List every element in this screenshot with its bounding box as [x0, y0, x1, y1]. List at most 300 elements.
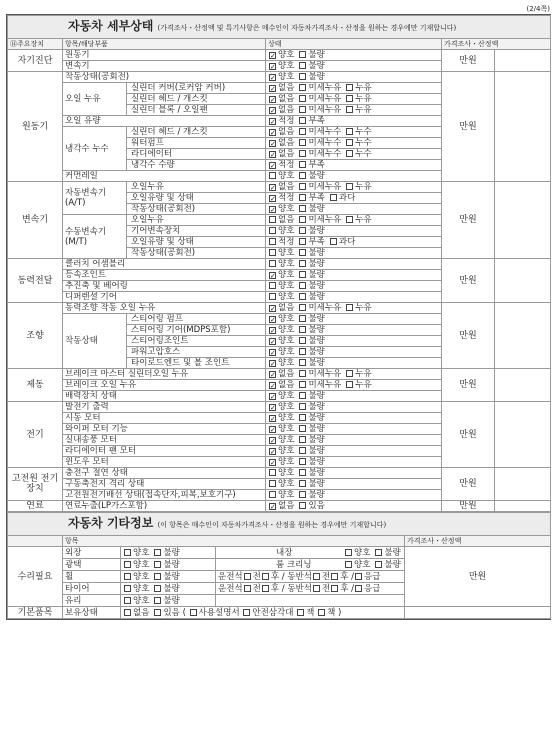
header-item: 항목/해당부품 — [63, 39, 266, 50]
state-options — [266, 127, 442, 138]
state-options — [266, 490, 442, 501]
checkbox[interactable] — [269, 404, 276, 411]
checkbox[interactable] — [269, 140, 276, 147]
checkbox[interactable] — [346, 216, 353, 223]
option-label: 양호 — [278, 61, 295, 71]
checkbox[interactable] — [299, 51, 306, 58]
checkbox[interactable] — [313, 585, 320, 592]
checkbox[interactable] — [299, 436, 306, 443]
sub-item-label: 실린더 헤드 / 개스킷 — [127, 94, 266, 105]
detail-row — [8, 402, 551, 413]
checkbox[interactable] — [318, 609, 325, 616]
option-label: 누유 — [355, 303, 372, 313]
price-unit: 만원 — [442, 369, 495, 402]
item-label: 브레이크 오일 누유 — [63, 380, 266, 391]
checkbox[interactable] — [269, 238, 276, 245]
option-label: 누유 — [355, 380, 372, 390]
checkbox[interactable] — [346, 95, 353, 102]
checkbox[interactable] — [269, 206, 276, 213]
checkbox[interactable] — [124, 573, 131, 580]
sub-item-label: 파워고압호스 — [127, 347, 266, 358]
checkbox[interactable] — [299, 238, 306, 245]
option-label: 양호 — [278, 347, 295, 357]
option-label: 없음 — [278, 369, 295, 379]
checkbox[interactable] — [269, 327, 276, 334]
checkbox[interactable] — [346, 84, 353, 91]
checkbox[interactable] — [299, 414, 306, 421]
state-options — [266, 94, 442, 105]
section-name: 자기진단 — [8, 50, 63, 72]
group-label: 작동상태 — [63, 314, 127, 369]
checkbox[interactable] — [269, 249, 276, 256]
option-label: 미세누유 — [308, 83, 342, 93]
cat-basic: 기본품목 — [8, 607, 63, 619]
checkbox[interactable] — [299, 502, 306, 509]
option-label: 불량 — [308, 171, 325, 181]
option-label: 누유 — [355, 83, 372, 93]
option-label: 양호 — [278, 402, 295, 412]
checkbox[interactable] — [313, 573, 320, 580]
label-wheel: 휠 — [63, 571, 121, 583]
checkbox[interactable] — [299, 260, 306, 267]
checkbox[interactable] — [299, 304, 306, 311]
option-label: 불량 — [308, 402, 325, 412]
checkbox[interactable] — [331, 585, 338, 592]
label-tire: 타이어 — [63, 583, 121, 595]
checkbox[interactable] — [330, 194, 337, 201]
checkbox[interactable] — [330, 238, 337, 245]
state-options — [266, 215, 442, 226]
option-label: 미세누유 — [308, 215, 342, 225]
option-label: 양호 — [278, 424, 295, 434]
checkbox[interactable] — [299, 194, 306, 201]
checkbox[interactable] — [299, 62, 306, 69]
option-label: 미세누수 — [308, 138, 342, 148]
option-label: 미세누유 — [308, 369, 342, 379]
checkbox[interactable] — [299, 326, 306, 333]
other-header-blank — [8, 536, 63, 547]
checkbox[interactable] — [269, 393, 276, 400]
checkbox[interactable] — [355, 573, 362, 580]
detail-row — [8, 468, 551, 479]
state-options — [266, 391, 442, 402]
state-options — [266, 160, 442, 171]
item-label: 고전원전기배선 상태(접속단자,피복,보호기구) — [63, 490, 266, 501]
checkbox[interactable] — [346, 370, 353, 377]
state-options — [266, 182, 442, 193]
option-label: 양호 — [278, 292, 295, 302]
option-label: 적정 — [278, 116, 295, 126]
state-options — [266, 347, 442, 358]
checkbox[interactable] — [299, 128, 306, 135]
group-label: 자동변속기 (A/T) — [63, 182, 127, 215]
checkbox[interactable] — [269, 85, 276, 92]
checkbox[interactable] — [269, 162, 276, 169]
checkbox[interactable] — [299, 469, 306, 476]
checkbox[interactable] — [375, 561, 382, 568]
price-note — [495, 50, 551, 72]
other-title-row — [8, 513, 551, 536]
checkbox[interactable] — [299, 359, 306, 366]
detail-note: (가격조사・산정액 및 특기사항은 매수인이 자동차가격조사・산정을 원하는 경우에만 기재합니다) — [157, 24, 457, 32]
item-label: 추진축 및 베어링 — [63, 281, 266, 292]
checkbox[interactable] — [299, 117, 306, 124]
checkbox[interactable] — [299, 293, 306, 300]
checkbox[interactable] — [269, 151, 276, 158]
state-options — [266, 149, 442, 160]
option-label: 양호 — [278, 435, 295, 445]
state-options — [266, 402, 442, 413]
option-label: 양호 — [278, 314, 295, 324]
item-label: 브레이크 마스터 실린더오일 누유 — [63, 369, 266, 380]
label-exterior: 외장 — [63, 547, 121, 559]
checkbox[interactable] — [244, 585, 251, 592]
checkbox[interactable] — [154, 573, 161, 580]
option-label: 불량 — [308, 358, 325, 368]
glass-blank — [216, 595, 405, 607]
state-options — [266, 424, 442, 435]
exterior-options: 양호 불량 — [121, 547, 216, 559]
checkbox[interactable] — [269, 305, 276, 312]
item-label: 등속조인트 — [63, 270, 266, 281]
page-number: (2/4쪽) — [526, 5, 550, 13]
option-label: 미세누유 — [308, 380, 342, 390]
checkbox[interactable] — [269, 480, 276, 487]
checkbox[interactable] — [154, 549, 161, 556]
checkbox[interactable] — [299, 480, 306, 487]
section-name: 전기 — [8, 402, 63, 468]
checkbox[interactable] — [154, 585, 161, 592]
checkbox[interactable] — [297, 609, 304, 616]
checkbox[interactable] — [269, 459, 276, 466]
checkbox[interactable] — [299, 458, 306, 465]
checkbox[interactable] — [269, 382, 276, 389]
detail-row — [8, 50, 551, 61]
checkbox[interactable] — [299, 381, 306, 388]
option-label: 없음 — [278, 380, 295, 390]
checkbox[interactable] — [269, 437, 276, 444]
checkbox[interactable] — [331, 573, 338, 580]
checkbox[interactable] — [346, 106, 353, 113]
checkbox[interactable] — [269, 118, 276, 125]
item-label: 시동 모터 — [63, 413, 266, 424]
checkbox[interactable] — [299, 183, 306, 190]
checkbox[interactable] — [299, 425, 306, 432]
option-label: 없음 — [278, 182, 295, 192]
option-label: 불량 — [308, 72, 325, 82]
option-label: 미세누유 — [308, 303, 342, 313]
label-has: 보유상태 — [63, 607, 121, 619]
checkbox[interactable] — [154, 609, 161, 616]
checkbox[interactable] — [269, 184, 276, 191]
state-options — [266, 171, 442, 182]
option-label: 누유 — [355, 94, 372, 104]
sub-item-label: 작동상태(공회전) — [127, 248, 266, 259]
item-label: 클러치 어셈블리 — [63, 259, 266, 270]
checkbox[interactable] — [269, 195, 276, 202]
checkbox[interactable] — [154, 561, 161, 568]
sub-item-label: 작동상태(공회전) — [127, 204, 266, 215]
item-label: 원동기 — [63, 50, 266, 61]
checkbox[interactable] — [346, 381, 353, 388]
sub-item-label: 라디에이터 — [127, 149, 266, 160]
checkbox[interactable] — [269, 129, 276, 136]
detail-row — [8, 501, 551, 512]
checkbox[interactable] — [154, 597, 161, 604]
option-label: 불량 — [308, 259, 325, 269]
glass-options: 양호 불량 — [121, 595, 216, 607]
price-unit: 만원 — [442, 501, 495, 512]
sub-item-label: 냉각수 수량 — [127, 160, 266, 171]
sub-item-label: 오일누유 — [127, 182, 266, 193]
group-label: 수동변속기 (M/T) — [63, 215, 127, 259]
checkbox[interactable] — [346, 183, 353, 190]
checkbox[interactable] — [345, 549, 352, 556]
option-label: 불량 — [308, 61, 325, 71]
price-note — [495, 182, 551, 259]
inspection-form — [6, 14, 551, 620]
sub-item-label: 오일유량 및 상태 — [127, 237, 266, 248]
option-label: 양호 — [278, 50, 295, 60]
item-label: 오일 유량 — [63, 116, 266, 127]
checkbox[interactable] — [299, 491, 306, 498]
checkbox[interactable] — [299, 271, 306, 278]
checkbox[interactable] — [269, 227, 276, 234]
option-label: 미세누유 — [308, 182, 342, 192]
state-options — [266, 479, 442, 490]
checkbox[interactable] — [269, 349, 276, 356]
checkbox[interactable] — [269, 272, 276, 279]
option-label: 불량 — [308, 204, 325, 214]
other-header-price: 가격조사・산정액 — [405, 536, 551, 547]
checkbox[interactable] — [124, 585, 131, 592]
other-title: 자동차 기타정보 — [68, 516, 154, 530]
state-options — [266, 358, 442, 369]
option-label: 없음 — [278, 138, 295, 148]
option-label: 양호 — [278, 490, 295, 500]
option-label: 누수 — [355, 138, 372, 148]
checkbox[interactable] — [269, 469, 276, 476]
checkbox[interactable] — [124, 597, 131, 604]
option-label: 불량 — [308, 424, 325, 434]
checkbox[interactable] — [346, 150, 353, 157]
option-label: 없음 — [278, 501, 295, 511]
state-options — [266, 72, 442, 83]
option-label: 누유 — [355, 105, 372, 115]
checkbox[interactable] — [299, 106, 306, 113]
checkbox[interactable] — [269, 52, 276, 59]
checkbox[interactable] — [299, 172, 306, 179]
item-label: 디퍼렌셜 기어 — [63, 292, 266, 303]
checkbox[interactable] — [269, 360, 276, 367]
option-label: 불량 — [308, 446, 325, 456]
checkbox[interactable] — [299, 447, 306, 454]
checkbox[interactable] — [269, 371, 276, 378]
option-label: 불량 — [308, 347, 325, 357]
checkbox[interactable] — [299, 315, 306, 322]
option-label: 불량 — [308, 325, 325, 335]
item-label: 배력장치 상태 — [63, 391, 266, 402]
checkbox[interactable] — [299, 84, 306, 91]
detail-row — [8, 259, 551, 270]
state-options — [266, 193, 442, 204]
option-label: 누유 — [355, 215, 372, 225]
checkbox[interactable] — [299, 370, 306, 377]
checkbox[interactable] — [269, 216, 276, 223]
checkbox[interactable] — [346, 139, 353, 146]
option-label: 없음 — [278, 83, 295, 93]
header-price: 가격조사・산정액 — [442, 39, 551, 50]
checkbox[interactable] — [299, 139, 306, 146]
checkbox[interactable] — [269, 260, 276, 267]
other-info-table — [7, 512, 551, 619]
state-options — [266, 446, 442, 457]
checkbox[interactable] — [269, 63, 276, 70]
option-label: 과다 — [338, 237, 356, 247]
checkbox[interactable] — [299, 95, 306, 102]
option-label: 양호 — [278, 270, 295, 280]
checkbox[interactable] — [124, 609, 131, 616]
option-label: 불량 — [308, 468, 325, 478]
checkbox[interactable] — [299, 216, 306, 223]
checkbox[interactable] — [243, 609, 250, 616]
checkbox[interactable] — [262, 585, 269, 592]
option-label: 누수 — [355, 127, 372, 137]
price-unit: 만원 — [442, 50, 495, 72]
state-options — [266, 83, 442, 94]
price-unit: 만원 — [442, 259, 495, 303]
checkbox[interactable] — [299, 227, 306, 234]
option-label: 미세누유 — [308, 105, 342, 115]
header-device: ⑭주요장치 — [8, 39, 63, 50]
checkbox[interactable] — [269, 448, 276, 455]
option-label: 부족 — [308, 237, 325, 247]
option-label: 불량 — [308, 281, 325, 291]
option-label: 불량 — [308, 413, 325, 423]
section-name: 변속기 — [8, 182, 63, 259]
option-label: 불량 — [308, 490, 325, 500]
checkbox[interactable] — [190, 609, 197, 616]
checkbox[interactable] — [299, 150, 306, 157]
state-options — [266, 281, 442, 292]
sub-item-label: 실린더 헤드 / 개스킷 — [127, 127, 266, 138]
state-options — [266, 50, 442, 61]
checkbox[interactable] — [269, 338, 276, 345]
item-label: 변속기 — [63, 61, 266, 72]
option-label: 불량 — [308, 457, 325, 467]
checkbox[interactable] — [124, 561, 131, 568]
state-options — [266, 457, 442, 468]
option-label: 없음 — [278, 215, 295, 225]
checkbox[interactable] — [262, 573, 269, 580]
checkbox[interactable] — [299, 337, 306, 344]
sub-item-label: 스티어링조인트 — [127, 336, 266, 347]
item-label: 와이퍼 모터 기능 — [63, 424, 266, 435]
option-label: 불량 — [308, 391, 325, 401]
checkbox[interactable] — [269, 503, 276, 510]
checkbox[interactable] — [124, 549, 131, 556]
state-options — [266, 204, 442, 215]
checkbox[interactable] — [299, 205, 306, 212]
label-room-clean: 룸 크리닝 — [276, 559, 312, 570]
option-label: 양호 — [278, 171, 295, 181]
sub-item-label: 스티어링 펌프 — [127, 314, 266, 325]
checkbox[interactable] — [269, 415, 276, 422]
checkbox[interactable] — [299, 403, 306, 410]
state-options — [266, 116, 442, 127]
checkbox[interactable] — [346, 304, 353, 311]
option-label: 부족 — [308, 116, 325, 126]
label-glass: 유리 — [63, 595, 121, 607]
option-label: 과다 — [338, 193, 356, 203]
price-note — [495, 72, 551, 182]
state-options — [266, 292, 442, 303]
option-label: 미세누유 — [308, 94, 342, 104]
section-name: 조향 — [8, 303, 63, 369]
item-label: 윈도우 모터 — [63, 457, 266, 468]
state-options — [266, 369, 442, 380]
state-options — [266, 270, 442, 281]
sub-item-label: 워터펌프 — [127, 138, 266, 149]
option-label: 불량 — [308, 50, 325, 60]
checkbox[interactable] — [244, 573, 251, 580]
checkbox[interactable] — [269, 172, 276, 179]
checkbox[interactable] — [299, 348, 306, 355]
checkbox[interactable] — [299, 249, 306, 256]
price-note — [495, 468, 551, 501]
option-label: 없음 — [278, 149, 295, 159]
checkbox[interactable] — [299, 392, 306, 399]
state-options — [266, 303, 442, 314]
checkbox[interactable] — [345, 561, 352, 568]
checkbox[interactable] — [299, 282, 306, 289]
state-options — [266, 501, 442, 512]
checkbox[interactable] — [269, 293, 276, 300]
detail-header-row — [8, 39, 551, 50]
checkbox[interactable] — [269, 426, 276, 433]
checkbox[interactable] — [269, 282, 276, 289]
checkbox[interactable] — [269, 107, 276, 114]
checkbox[interactable] — [299, 73, 306, 80]
checkbox[interactable] — [269, 74, 276, 81]
option-label: 불량 — [308, 226, 325, 236]
option-label: 양호 — [278, 413, 295, 423]
state-options — [266, 380, 442, 391]
group-label: 냉각수 누수 — [63, 127, 127, 171]
sub-item-label: 오일누유 — [127, 215, 266, 226]
checkbox[interactable] — [299, 161, 306, 168]
option-label: 양호 — [278, 204, 295, 214]
checkbox[interactable] — [346, 128, 353, 135]
state-options — [266, 259, 442, 270]
option-label: 부족 — [308, 193, 325, 203]
other-header-row — [8, 536, 551, 547]
checkbox[interactable] — [269, 96, 276, 103]
option-label: 불량 — [308, 479, 325, 489]
option-label: 없음 — [278, 303, 295, 313]
option-label: 적정 — [278, 160, 295, 170]
checkbox[interactable] — [269, 316, 276, 323]
gloss-options: 양호 불량 — [121, 559, 216, 571]
checkbox[interactable] — [375, 549, 382, 556]
option-label: 적정 — [278, 237, 295, 247]
option-label: 부족 — [308, 160, 325, 170]
option-label: 없음 — [278, 94, 295, 104]
checkbox[interactable] — [355, 585, 362, 592]
state-options — [266, 105, 442, 116]
state-options — [266, 413, 442, 424]
checkbox[interactable] — [269, 491, 276, 498]
